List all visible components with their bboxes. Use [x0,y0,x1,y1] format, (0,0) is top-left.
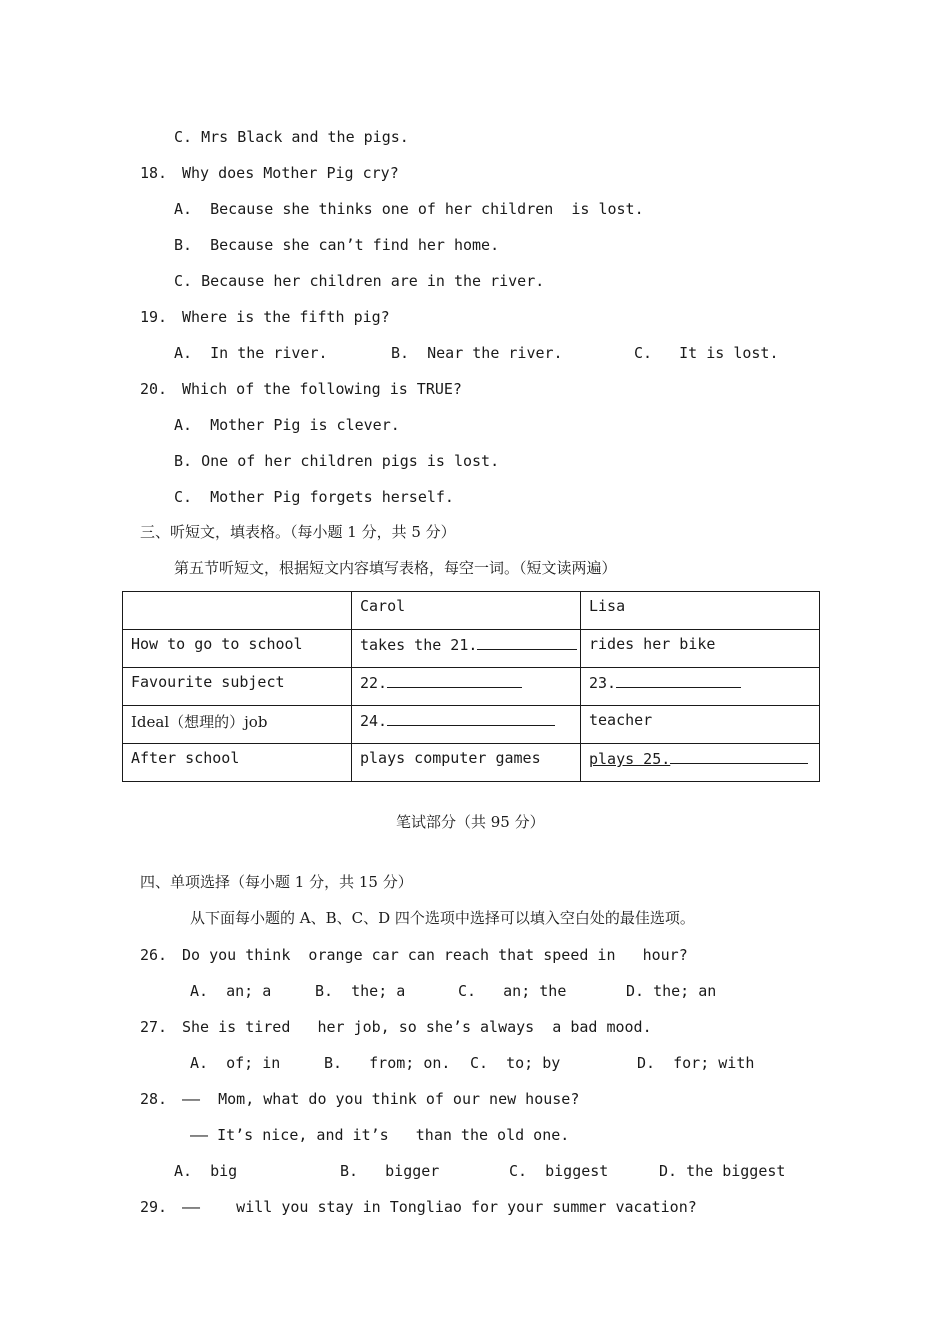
q19-option-b: B. Near the river. [391,344,563,362]
table-header-cell [123,592,352,630]
section-4-title: 四、单项选择（每小题 1 分，共 15 分） [140,873,413,891]
q26-option-b: B. the; a [315,982,406,1000]
q28-option-d: D. the biggest [659,1162,786,1180]
q27-number: 27. [140,1018,168,1036]
answer-blank-23[interactable] [616,673,741,688]
section-3-title: 三、听短文，填表格。（每小题 1 分，共 5 分） [140,523,456,541]
q20-number: 20. [140,380,168,398]
q18-question: Why does Mother Pig cry? [182,164,399,182]
q28-number: 28. [140,1090,168,1108]
q19-option-a: A. In the river. [174,344,328,362]
q20-option-a: A. Mother Pig is clever. [174,416,400,434]
lisa-cell: teacher [581,706,820,744]
q29-question: —— will you stay in Tongliao for your summer vacation? [182,1198,697,1216]
table-row [123,630,820,668]
carol-cell: takes the 21. [352,630,581,668]
q27-option-d: D. for; with [637,1054,755,1072]
q19-question: Where is the fifth pig? [182,308,390,326]
q20-option-c: C. Mother Pig forgets herself. [174,488,454,506]
row-label: After school [123,744,352,782]
q26-option-c: C. an; the [458,982,567,1000]
q27-option-b: B. from; on. [324,1054,451,1072]
table-header-cell: Carol [352,592,581,630]
row-label: How to go to school [123,630,352,668]
q27-option-a: A. of; in [190,1054,281,1072]
lisa-cell: rides her bike [581,630,820,668]
lisa-cell: plays 25. [581,744,820,782]
q20-option-b: B. One of her children pigs is lost. [174,452,500,470]
answer-blank-24[interactable] [387,711,555,726]
q28-option-b: B. bigger [340,1162,440,1180]
answer-blank-22[interactable] [387,673,522,688]
carol-cell: 24. [352,706,581,744]
q18-number: 18. [140,164,168,182]
section-4-instruction: 从下面每小题的 A、B、C、D 四个选项中选择可以填入空白处的最佳选项。 [190,909,695,927]
q27-question: She is tired her job, so she’s always a bad mood. [182,1018,652,1036]
row-label: Ideal（想理的）job [123,706,352,744]
table-row [123,744,820,782]
carol-cell: 22. [352,668,581,706]
row-label: Favourite subject [123,668,352,706]
q18-option-b: B. Because she can’t find her home. [174,236,500,254]
section-3-instruction: 第五节听短文，根据短文内容填写表格，每空一词。（短文读两遍） [174,559,617,577]
q18-option-c: C. Because her children are in the river. [174,272,545,290]
q28-dialogue-line-2: —— It’s nice, and it’s than the old one. [190,1126,570,1144]
table-header-cell: Lisa [581,592,820,630]
q29-number: 29. [140,1198,168,1216]
table-header-row [123,592,820,630]
q28-option-c: C. biggest [509,1162,609,1180]
q28-option-a: A. big [174,1162,238,1180]
q20-question: Which of the following is TRUE? [182,380,462,398]
q26-option-a: A. an; a [190,982,272,1000]
q26-option-d: D. the; an [626,982,717,1000]
q18-option-a: A. Because she thinks one of her children is lost. [174,200,644,218]
table-row [123,668,820,706]
q26-question: Do you think orange car can reach that speed in hour? [182,946,688,964]
q19-option-c: C. It is lost. [634,344,779,362]
table-row [123,706,820,744]
q19-number: 19. [140,308,168,326]
written-part-title: 笔试部分（共 95 分） [396,813,545,831]
answer-blank-21[interactable] [477,635,577,650]
q26-number: 26. [140,946,168,964]
carol-cell: plays computer games [352,744,581,782]
answer-blank-25[interactable] [670,749,808,764]
q27-option-c: C. to; by [470,1054,561,1072]
lisa-cell: 23. [581,668,820,706]
listening-table [122,591,820,782]
q28-dialogue-line-1: —— Mom, what do you think of our new house? [182,1090,580,1108]
q17-option-c: C. Mrs Black and the pigs. [174,128,409,146]
